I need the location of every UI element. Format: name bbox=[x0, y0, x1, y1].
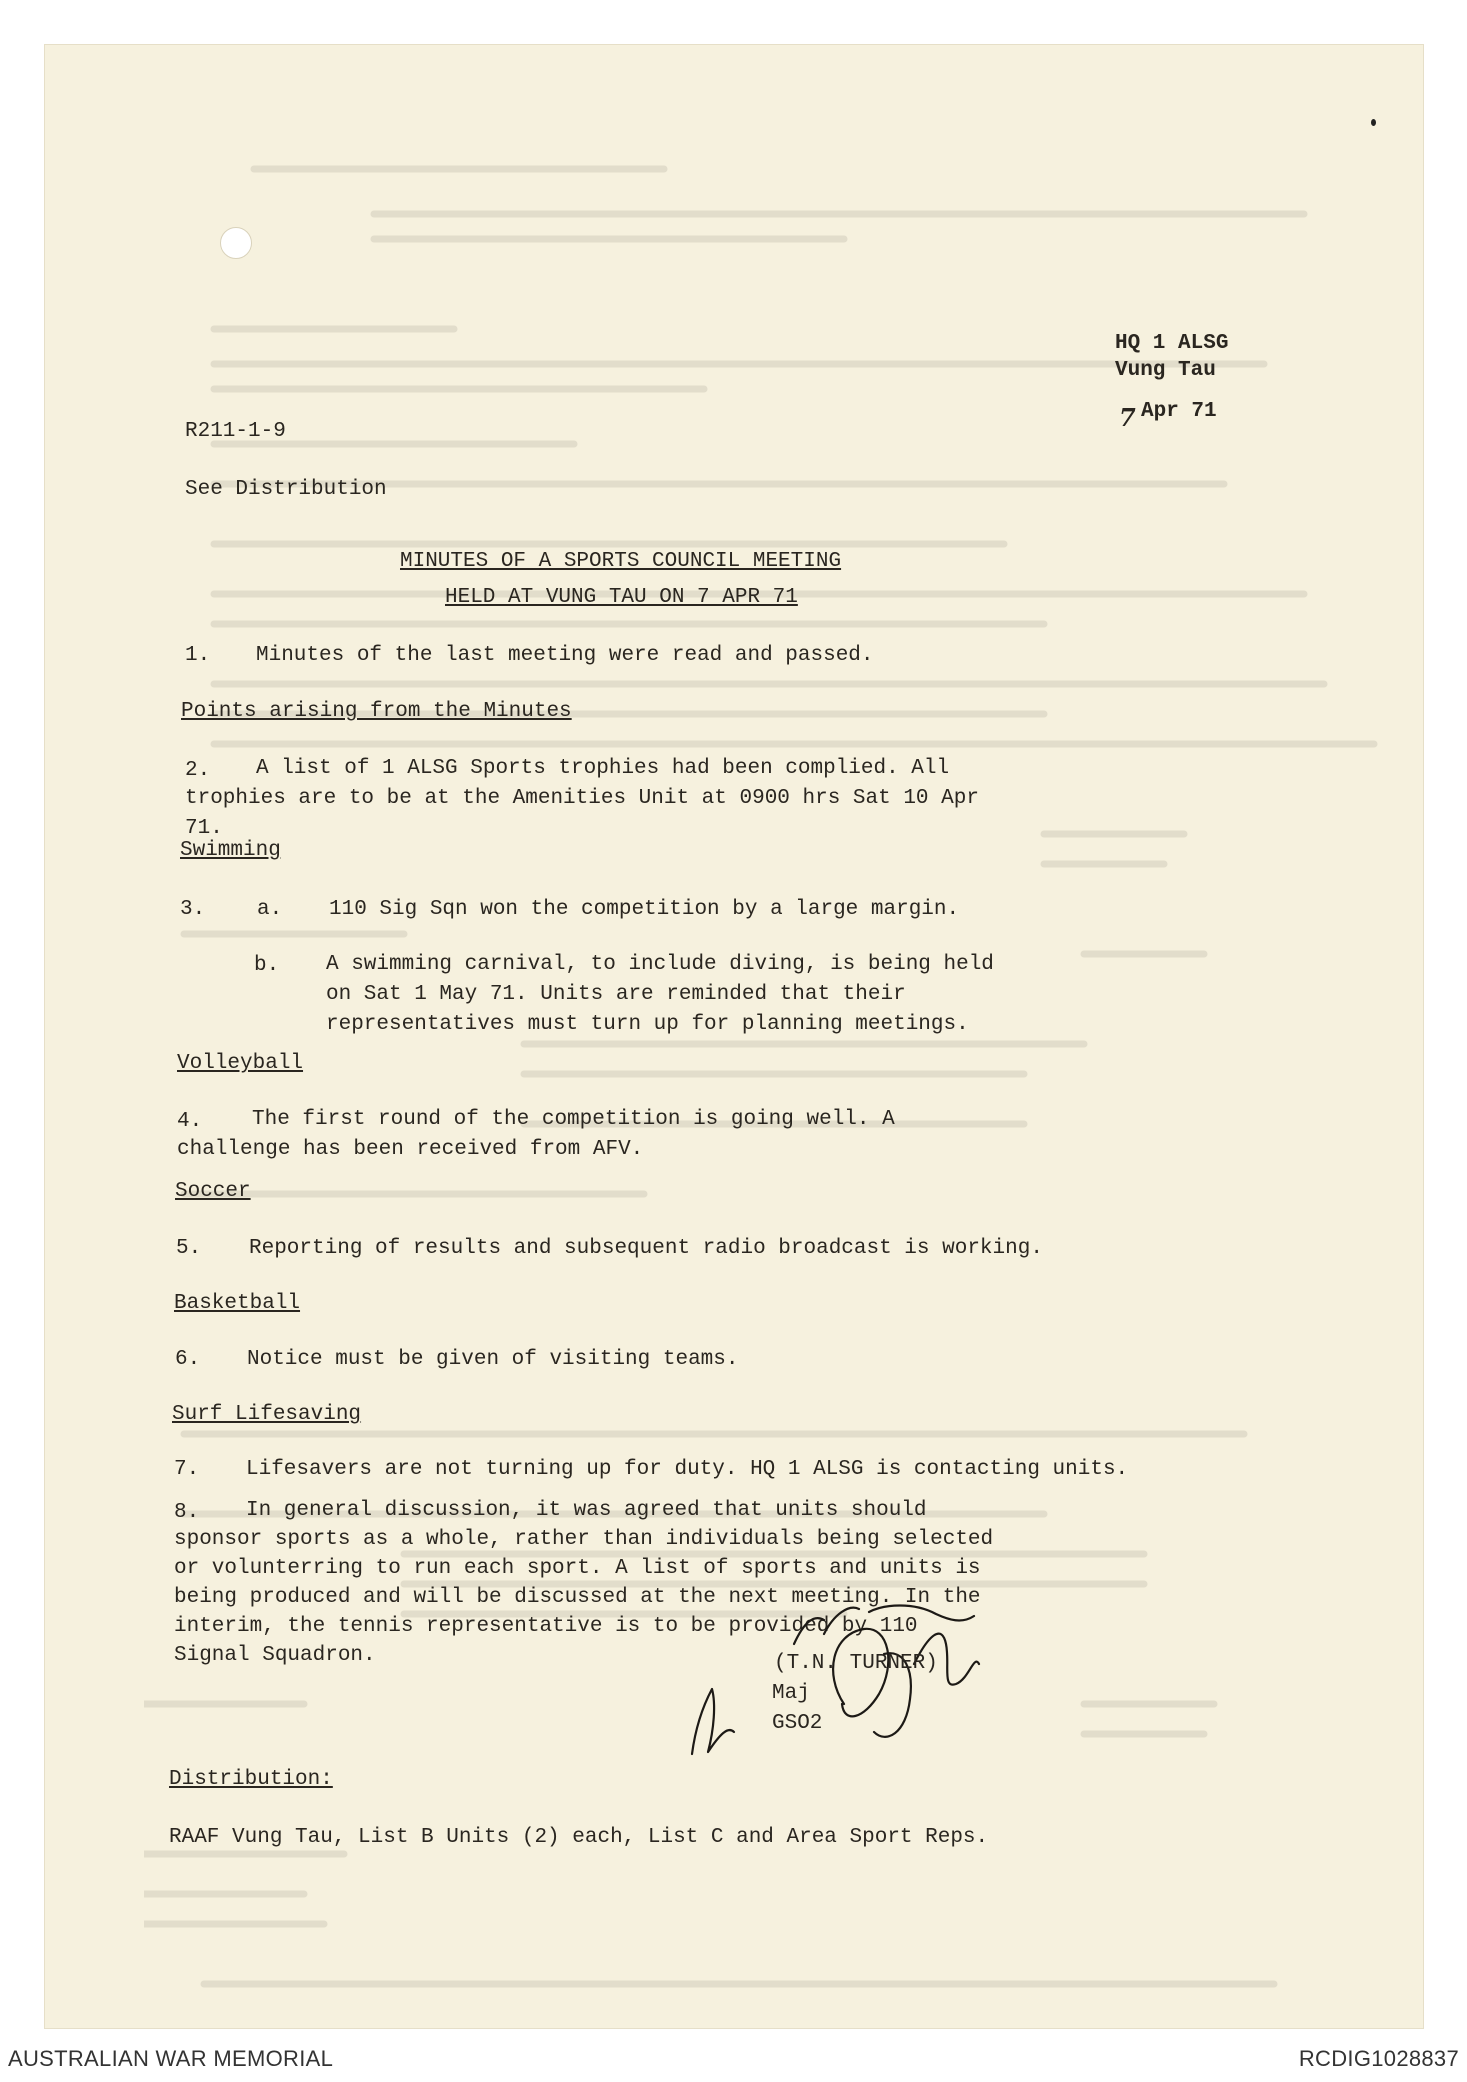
footer-archive-name: AUSTRALIAN WAR MEMORIAL bbox=[8, 2046, 334, 2071]
handwritten-signature bbox=[674, 1594, 1034, 1764]
heading-soccer: Soccer bbox=[175, 1180, 251, 1203]
para-6-text: Notice must be given of visiting teams. bbox=[247, 1348, 739, 1371]
para-3b-label: b. bbox=[254, 954, 280, 977]
reference-number: R211-1-9 bbox=[185, 420, 286, 443]
minutes-title-line2: HELD AT VUNG TAU ON 7 APR 71 bbox=[445, 586, 798, 609]
heading-points-arising: Points arising from the Minutes bbox=[181, 700, 572, 723]
date-day-handwritten: 7 bbox=[1119, 403, 1136, 432]
para-8-text: In general discussion, it was agreed that units should sponsor sports as a whole, rather than individuals being selected or volunterring to run each sport. A list of sports and units is being produced and will be discussed at the next meeting. In the interim, the tennis representative is to be provided by 110 Signal Squadron. bbox=[174, 1499, 994, 1667]
para-2-number: 2. bbox=[185, 759, 211, 782]
para-3a-text: 110 Sig Sqn won the competition by a large margin. bbox=[329, 898, 960, 921]
para-6-number: 6. bbox=[175, 1348, 201, 1371]
para-4-number: 4. bbox=[177, 1110, 203, 1133]
para-4-text: The first round of the competition is going well. A challenge has been received from AFV. bbox=[177, 1108, 895, 1161]
addressee: See Distribution bbox=[185, 478, 387, 501]
heading-basketball: Basketball bbox=[174, 1292, 301, 1315]
heading-swimming: Swimming bbox=[180, 839, 281, 862]
heading-surf-lifesaving: Surf Lifesaving bbox=[172, 1403, 362, 1426]
distribution-heading: Distribution: bbox=[169, 1768, 333, 1791]
signatory-appointment: GSO2 bbox=[772, 1712, 823, 1735]
para-3b-text: A swimming carnival, to include diving, is being held on Sat 1 May 71. Units are reminded that their representatives must turn up for planning meetings. bbox=[326, 953, 994, 1036]
para-3a-label: a. bbox=[257, 898, 283, 921]
ink-speck bbox=[1371, 119, 1376, 126]
para-5-number: 5. bbox=[176, 1237, 202, 1260]
signatory-name: (T.N. TURNER) bbox=[774, 1652, 938, 1675]
footer-record-id: RCDIG1028837 bbox=[1298, 2046, 1459, 2071]
para-3-number: 3. bbox=[180, 898, 206, 921]
document-page bbox=[44, 44, 1424, 2029]
para-5-text: Reporting of results and subsequent radio broadcast is working. bbox=[249, 1237, 1043, 1260]
para-7-number: 7. bbox=[174, 1458, 200, 1481]
distribution-text: RAAF Vung Tau, List B Units (2) each, List C and Area Sport Reps. bbox=[169, 1826, 989, 1849]
heading-volleyball: Volleyball bbox=[177, 1052, 304, 1075]
para-2-text: A list of 1 ALSG Sports trophies had been complied. All trophies are to be at the Amenities Unit at 0900 hrs Sat 10 Apr 71. bbox=[185, 757, 979, 840]
date-label: Apr 71 bbox=[1141, 400, 1217, 423]
hq-label: HQ 1 ALSG bbox=[1115, 332, 1229, 355]
para-7-text: Lifesavers are not turning up for duty. HQ 1 ALSG is contacting units. bbox=[246, 1458, 1129, 1481]
punch-hole bbox=[220, 227, 252, 259]
para-1-number: 1. bbox=[185, 644, 211, 667]
para-1-text: Minutes of the last meeting were read and passed. bbox=[256, 644, 874, 667]
para-8-number: 8. bbox=[174, 1501, 200, 1524]
minutes-title-line1: MINUTES OF A SPORTS COUNCIL MEETING bbox=[400, 550, 842, 573]
signatory-rank: Maj bbox=[772, 1682, 810, 1705]
location-label: Vung Tau bbox=[1115, 359, 1216, 382]
